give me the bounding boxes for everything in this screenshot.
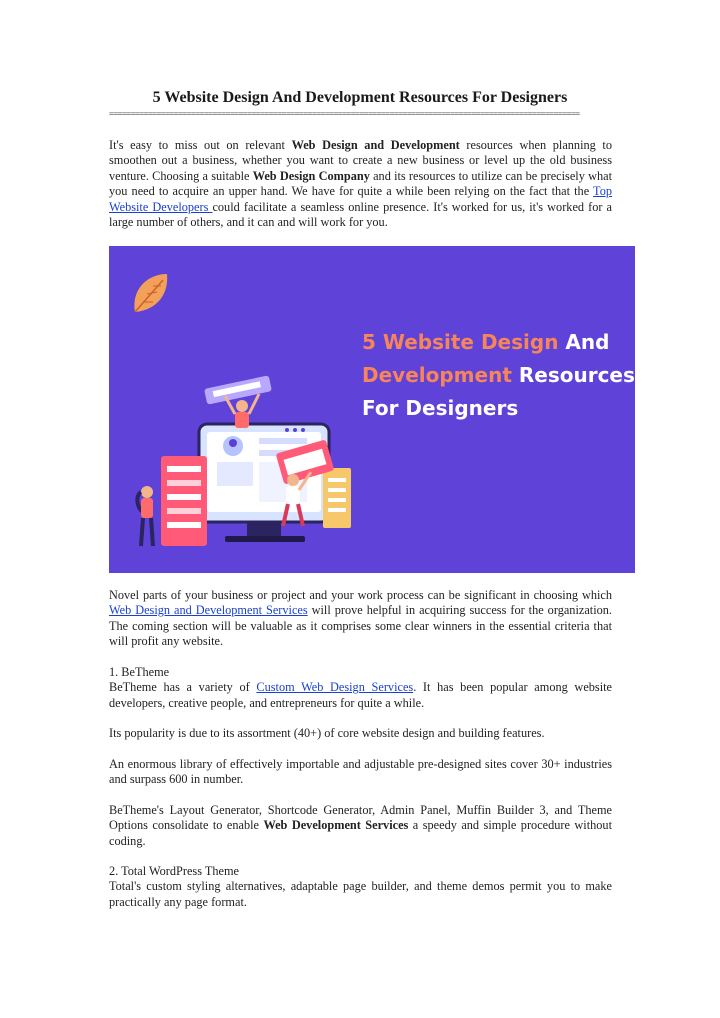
web-design-development-services-link[interactable]: Web Design and Development Services bbox=[109, 603, 308, 618]
hero-line-1 bbox=[362, 330, 609, 354]
intro-paragraph bbox=[109, 138, 612, 230]
intro-bold-web-design-company: Web Design Company bbox=[252, 168, 370, 183]
betheme-text-1: BeTheme has a variety of bbox=[109, 680, 257, 695]
hero-line-3: For Designers bbox=[362, 396, 519, 420]
hero-line-2-rest: Resources bbox=[511, 363, 635, 387]
hero-line-1-accent: 5 Website Design bbox=[362, 330, 559, 354]
novel-paragraph bbox=[109, 588, 612, 650]
intro-text-2: resources when planning to smoothen out a business, whether you want to create a new business or level up the old business venture. Choosing a suitable bbox=[109, 138, 612, 183]
total-body: Total's custom styling alternatives, adaptable page builder, and theme demos permit you to make practically any page format. bbox=[109, 879, 612, 909]
betheme-heading: 1. BeTheme bbox=[109, 665, 170, 679]
intro-bold-web-design-development: Web Design and Development bbox=[291, 138, 460, 152]
betheme-library-paragraph: An enormous library of effectively importable and adjustable pre-designed sites cover 30+ industries and surpass 600 in number. bbox=[109, 757, 612, 787]
betheme-section bbox=[109, 665, 612, 711]
hero-banner-image bbox=[109, 246, 635, 573]
betheme-popularity-paragraph: Its popularity is due to its assortment (40+) of core website design and building features. bbox=[109, 726, 545, 740]
layout-text-1: BeTheme's Layout Generator, Shortcode Generator, Admin Panel, Muffin Builder 3, and Theme Options consolidate to enable bbox=[109, 803, 612, 833]
top-website-developers-link[interactable]: Top Website Developers bbox=[109, 184, 612, 214]
betheme-layout-paragraph bbox=[109, 803, 612, 849]
hero-line-2 bbox=[362, 363, 635, 387]
title-separator: ============================================================================================================= bbox=[109, 109, 580, 118]
total-heading: 2. Total WordPress Theme bbox=[109, 864, 239, 878]
intro-text-1: It's easy to miss out on relevant bbox=[109, 138, 292, 152]
novel-text-2: will prove helpful in acquiring success for the organization. The coming section will be valuable as it comprises some clear winners in the essential criteria that will profit any website. bbox=[109, 603, 612, 649]
intro-text-4: could facilitate a seamless online presence. It's worked for us, it's worked for a large number of others, and it can and will work for you. bbox=[109, 199, 612, 230]
total-theme-section bbox=[109, 864, 612, 910]
custom-web-design-services-link[interactable]: Custom Web Design Services bbox=[256, 680, 414, 695]
hero-line-1-rest: And bbox=[558, 330, 610, 354]
layout-text-2: a speedy and simple procedure without coding. bbox=[109, 818, 612, 848]
betheme-text-2: . It has been popular among website developers, creative people, and entrepreneurs for quite a while. bbox=[109, 680, 613, 710]
layout-bold-web-development-services: Web Development Services bbox=[263, 818, 409, 833]
page-title: 5 Website Design And Development Resources For Designers bbox=[152, 89, 568, 106]
novel-text-1: Novel parts of your business or project and your work process can be significant in choosing which bbox=[109, 588, 612, 602]
intro-text-3: and its resources to utilize can be precisely what you need to acquire an upper hand. We have for quite a while been relying on the fact that the bbox=[109, 168, 612, 199]
hero-line-2-accent: Development bbox=[362, 363, 512, 387]
